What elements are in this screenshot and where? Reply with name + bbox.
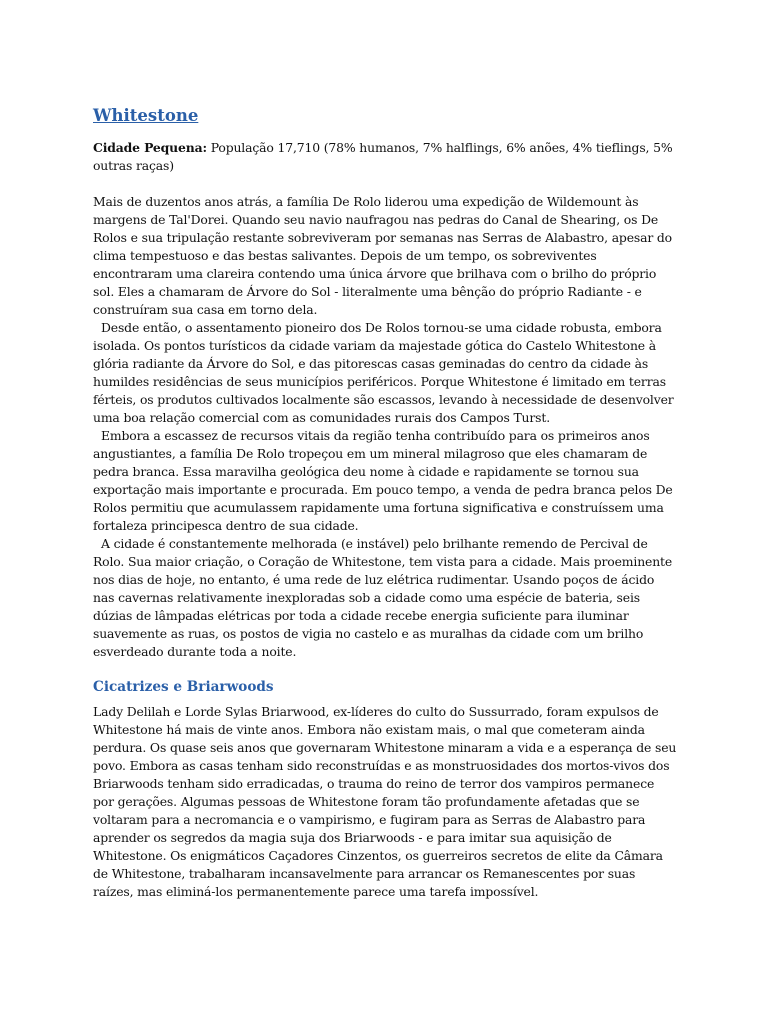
section-heading: Cicatrizes e Briarwoods: [93, 679, 274, 695]
section-paragraph: Lady Delilah e Lorde Sylas Briarwood, ex-líderes do culto do Sussurrado, foram expulsos de Whitestone há mais de vinte anos. Embora não existam mais, o mal que cometeram ainda perdura. Os quase seis anos que governaram Whitestone minaram a vida e a esperança de seu povo. Embora as casas tenham sido reconstruídas e as monstruosidades dos mortos-vivos dos Briarwoods tenham sido erradicadas, o trauma do reino de terror dos vampiros permanece por gerações. Algumas pessoas de Whitestone foram tão profundamente afetadas que se voltaram para a necromancia e o vampirismo, e fugiram para as Serras de Alabastro para aprender os segredos da magia suja dos Briarwoods - e para imitar sua aquisição de Whitestone. Os enigmáticos Caçadores Cinzentos, os guerreiros secretos de elite da Câmara de Whitestone, trabalharam incansavelmente para arrancar os Remanescentes por suas raízes, mas eliminá-los permanentemente parece uma tarefa impossível.: [93, 704, 677, 899]
body-paragraph-1: Mais de duzentos anos atrás, a família De Rolo liderou uma expedição de Wildemount às margens de Tal'Dorei. Quando seu navio naufragou nas pedras do Canal de Shearing, os De Rolos e sua tripulação restante sobreviveram por semanas nas Serras de Alabastro, apesar do clima tempestuoso e das bestas salivantes. Depois de um tempo, os sobreviventes encontraram uma clareira contendo uma única árvore que brilhava com o brilho do próprio sol. Eles a chamaram de Árvore do Sol - literalmente uma bênção do próprio Radiante - e construíram sua casa em torno dela.: [93, 194, 672, 317]
page-title: Whitestone: [93, 106, 199, 125]
body-paragraph-4: A cidade é constantemente melhorada (e instável) pelo brilhante remendo de Percival de Rolo. Sua maior criação, o Coração de Whitestone, tem vista para a cidade. Mais proeminente nos dias de hoje, no entanto, é uma rede de luz elétrica rudimentar. Usando poços de ácido nas cavernas relativamente inexploradas sob a cidade como uma espécie de bateria, seis dúzias de lâmpadas elétricas por toda a cidade recebe energia suficiente para iluminar suavemente as ruas, os postos de vigia no castelo e as muralhas da cidade com um brilho esverdeado durante toda a noite.: [93, 536, 673, 659]
document-page: [93, 104, 677, 901]
intro-text: População 17,710 (78% humanos, 7% halflings, 6% anões, 4% tieflings, 5% outras raças): [93, 140, 673, 173]
body-paragraph-2: Desde então, o assentamento pioneiro dos De Rolos tornou-se uma cidade robusta, embora isolada. Os pontos turísticos da cidade variam da majestade gótica do Castelo Whitestone à glória radiante da Árvore do Sol, e das pitorescas casas geminadas do centro da cidade às humildes residências de seus municípios periféricos. Porque Whitestone é limitado em terras férteis, os produtos cultivados localmente são escassos, levando à necessidade de desenvolver uma boa relação comercial com as comunidades rurais dos Campos Turst.: [93, 320, 674, 425]
intro-label: Cidade Pequena:: [93, 140, 207, 155]
intro-paragraph: [93, 139, 677, 175]
body-paragraph-3: Embora a escassez de recursos vitais da região tenha contribuído para os primeiros anos angustiantes, a família De Rolo tropeçou em um mineral milagroso que eles chamaram de pedra branca. Essa maravilha geológica deu nome à cidade e rapidamente se tornou sua exportação mais importante e procurada. Em pouco tempo, a venda de pedra branca pelos De Rolos permitiu que acumulassem rapidamente uma fortuna significativa e construíssem uma fortaleza principesca dentro de sua cidade.: [93, 428, 673, 533]
